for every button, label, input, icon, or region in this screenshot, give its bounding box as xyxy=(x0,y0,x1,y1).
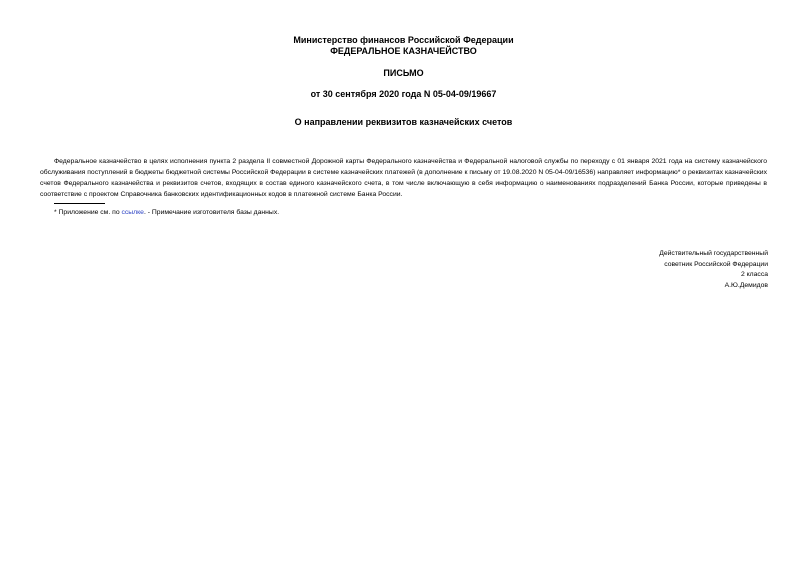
ministry-name: Министерство финансов Российской Федерации xyxy=(293,35,514,45)
signature-block xyxy=(568,249,768,291)
signatory-title-line2: советник Российской Федерации xyxy=(664,260,768,268)
signatory-title-line3: 2 класса xyxy=(740,271,768,278)
footnote-suffix: . - Примечание изготовителя базы данных. xyxy=(143,209,280,216)
footnote-prefix: * Приложение см. по xyxy=(54,209,122,216)
footnote-divider xyxy=(54,203,105,204)
document-date-number: от 30 сентября 2020 года N 05-04-09/19667 xyxy=(310,89,497,99)
document-subject: О направлении реквизитов казначейских счетов xyxy=(294,117,513,127)
agency-name: ФЕДЕРАЛЬНОЕ КАЗНАЧЕЙСТВО xyxy=(330,46,477,56)
signatory-name: А.Ю.Демидов xyxy=(724,281,768,289)
body-paragraph: Федеральное казначейство в целях исполнения пункта 2 раздела II совместной Дорожной карты Федерального казначейства и Федеральной налоговой службы по переходу с 01 января 2021 года на систему казначейского обслуживания поступлений в бюджеты бюджетной системы Российской Федерации в системе казначейских платежей (в дополнение к письму от 19.08.2020 N 05-04-09/16536) направляет информацию* о реквизитах казначейских счетов Федерального казначейства и реквизитов счетов, входящих в состав единого казначейского счета, в том числе включающую в себя информацию о наименованиях подразделений Банка России, которые приведены в соответствие с проектом Справочника банковских идентификационных кодов в платежной системе Банка России. xyxy=(40,158,767,198)
attachment-link[interactable]: ссылке xyxy=(121,209,144,216)
document-type: ПИСЬМО xyxy=(383,68,424,78)
footnote xyxy=(54,208,279,217)
signatory-title-line1: Действительный государственный xyxy=(659,250,768,257)
